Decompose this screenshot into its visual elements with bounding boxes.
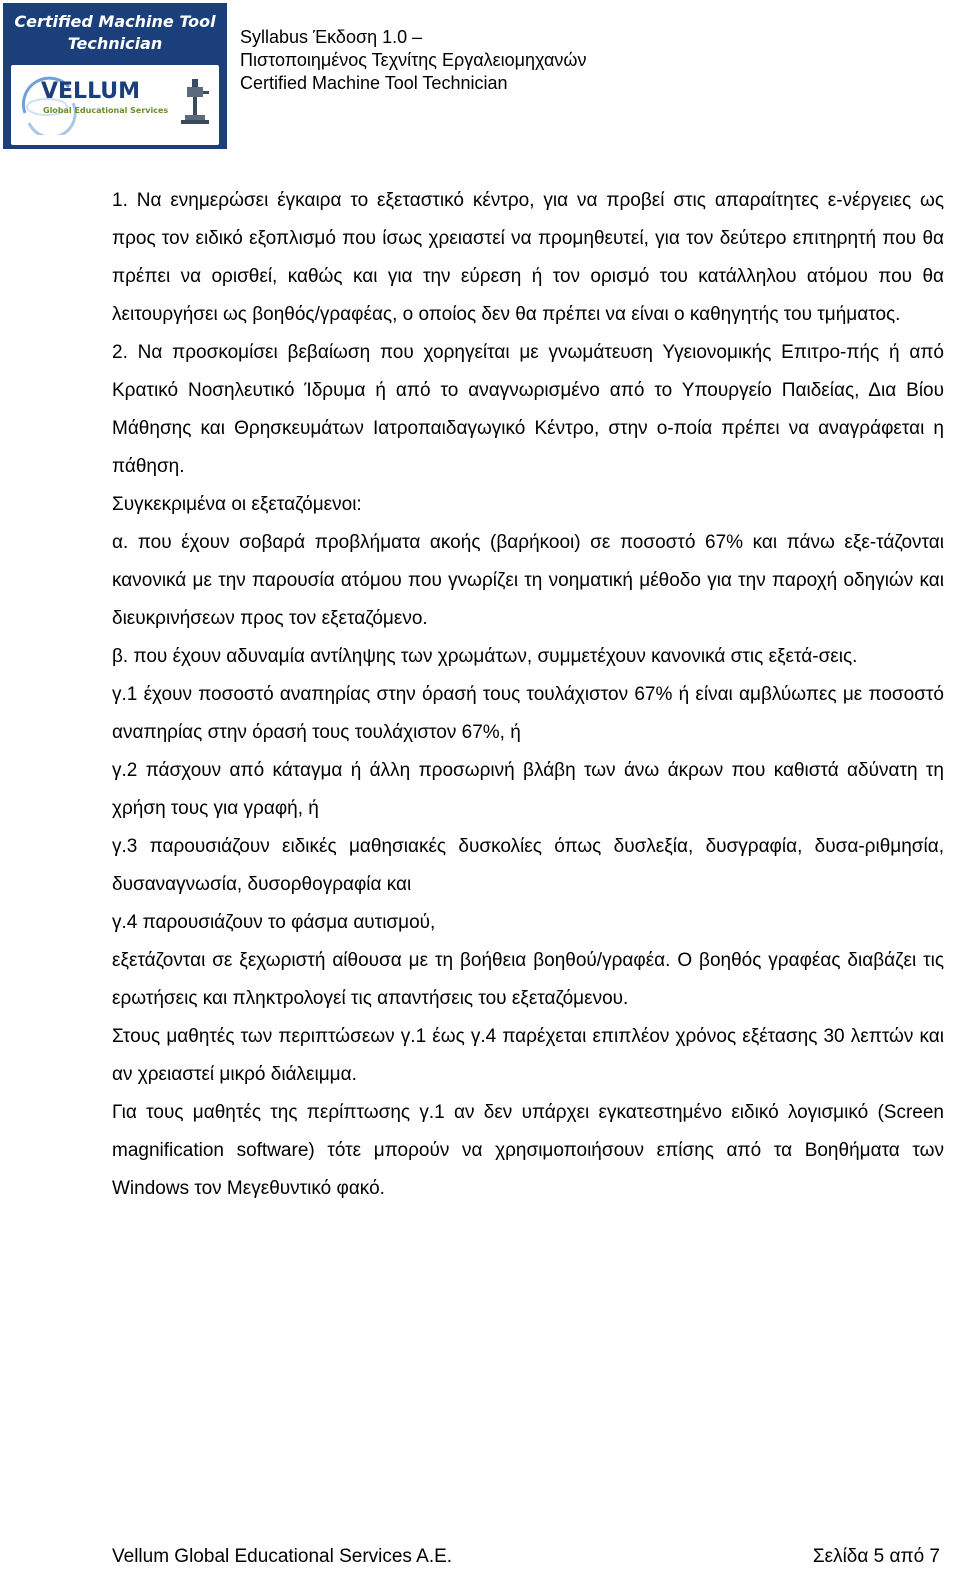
paragraph: γ.2 πάσχουν από κάταγμα ή άλλη προσωρινή βλάβη των άνω άκρων που καθιστά αδύνατη τη χρήση τους για γραφή, ή — [112, 760, 944, 819]
paragraph: Για τους μαθητές της περίπτωσης γ.1 αν δεν υπάρχει εγκατεστημένο ειδικό λογισμικό (Screen magnification software) τότε μπορούν να χρησιμοποιήσουν επίσης από τα Βοηθήματα των Windows τον Μεγεθυντικό φακό. — [112, 1102, 944, 1199]
paragraph: β. που έχουν αδυναμία αντίληψης των χρωμάτων, συμμετέχουν κανονικά στις εξετά-σεις. — [112, 646, 858, 667]
paragraph: α. που έχουν σοβαρά προβλήματα ακοής (βαρήκοοι) σε ποσοστό 67% και πάνω εξε-τάζονται κανονικά με την παρουσία ατόμου που γνωρίζει τη νοηματική μέθοδο για την παροχή οδηγιών και διευκρινήσεων προς τον εξεταζόμενο. — [112, 532, 944, 629]
document-body — [112, 182, 944, 1208]
paragraph: 1. Να ενημερώσει έγκαιρα το εξεταστικό κέντρο, για να προβεί στις απαραίτητες ε-νέργειες ως προς τον ειδικό εξοπλισμό που ίσως χρειαστεί να προμηθευτεί, για τον δεύτερο επιτηρητή που θα πρέπει να ορισθεί, καθώς και για την εύρεση ή τον ορισμό του κατάλληλου ατόμου που θα λειτουργήσει ως βοηθός/γραφέας, ο οποίος δεν θα πρέπει να είναι ο καθηγητής του τμήματος. — [112, 190, 944, 325]
logo-panel — [11, 65, 219, 145]
logo-title — [3, 9, 227, 57]
paragraph: Στους μαθητές των περιπτώσεων γ.1 έως γ.4 παρέχεται επιπλέον χρόνος εξέτασης 30 λεπτών και αν χρειαστεί μικρό διάλειμμα. — [112, 1026, 944, 1085]
paragraph: γ.1 έχουν ποσοστό αναπηρίας στην όρασή τους τουλάχιστον 67% ή είναι αμβλύωπες με ποσοστό αναπηρίας στην όρασή τους τουλάχιστον 67%, ή — [112, 684, 944, 743]
footer-company: Vellum Global Educational Services A.E. — [112, 1546, 453, 1567]
paragraph: γ.3 παρουσιάζουν ειδικές μαθησιακές δυσκολίες όπως δυσλεξία, δυσγραφία, δυσα-ριθμησία, δυσαναγνωσία, δυσορθογραφία και — [112, 836, 944, 895]
logo-tagline: Global Educational Services — [43, 106, 169, 115]
logo-title-line1: Certified Machine Tool — [14, 12, 216, 31]
header-title-english: Certified Machine Tool Technician — [240, 73, 508, 93]
logo-brand: VELLUM — [41, 79, 141, 104]
paragraph: 2. Να προσκομίσει βεβαίωση που χορηγείται με γνωμάτευση Υγειονομικής Επιτρο-πής ή από Κρατικό Νοσηλευτικό Ίδρυμα ή από το αναγνωρισμένο από το Υπουργείο Παιδείας, Δια Βίου Μάθησης και Θρησκευμάτων Ιατροπαιδαγωγικό Κέντρο, στην ο-ποία πρέπει να αναγράφεται η πάθηση. — [112, 342, 944, 477]
company-logo — [3, 3, 227, 149]
logo-title-line2: Technician — [67, 34, 163, 53]
header-title-greek: Πιστοποιημένος Τεχνίτης Εργαλειομηχανών — [240, 50, 587, 70]
document-header — [240, 26, 586, 95]
paragraph: γ.4 παρουσιάζουν το φάσμα αυτισμού, — [112, 912, 436, 933]
machine-tool-icon — [179, 77, 211, 131]
footer-page-number: Σελίδα 5 από 7 — [812, 1546, 940, 1567]
paragraph: εξετάζονται σε ξεχωριστή αίθουσα με τη βοήθεια βοηθού/γραφέα. Ο βοηθός γραφέας διαβάζει τις ερωτήσεις και πληκτρολογεί τις απαντήσεις του εξεταζόμενου. — [112, 950, 944, 1009]
paragraph: Συγκεκριμένα οι εξεταζόμενοι: — [112, 494, 362, 515]
header-syllabus-version: Syllabus Έκδοση 1.0 – — [240, 27, 423, 47]
